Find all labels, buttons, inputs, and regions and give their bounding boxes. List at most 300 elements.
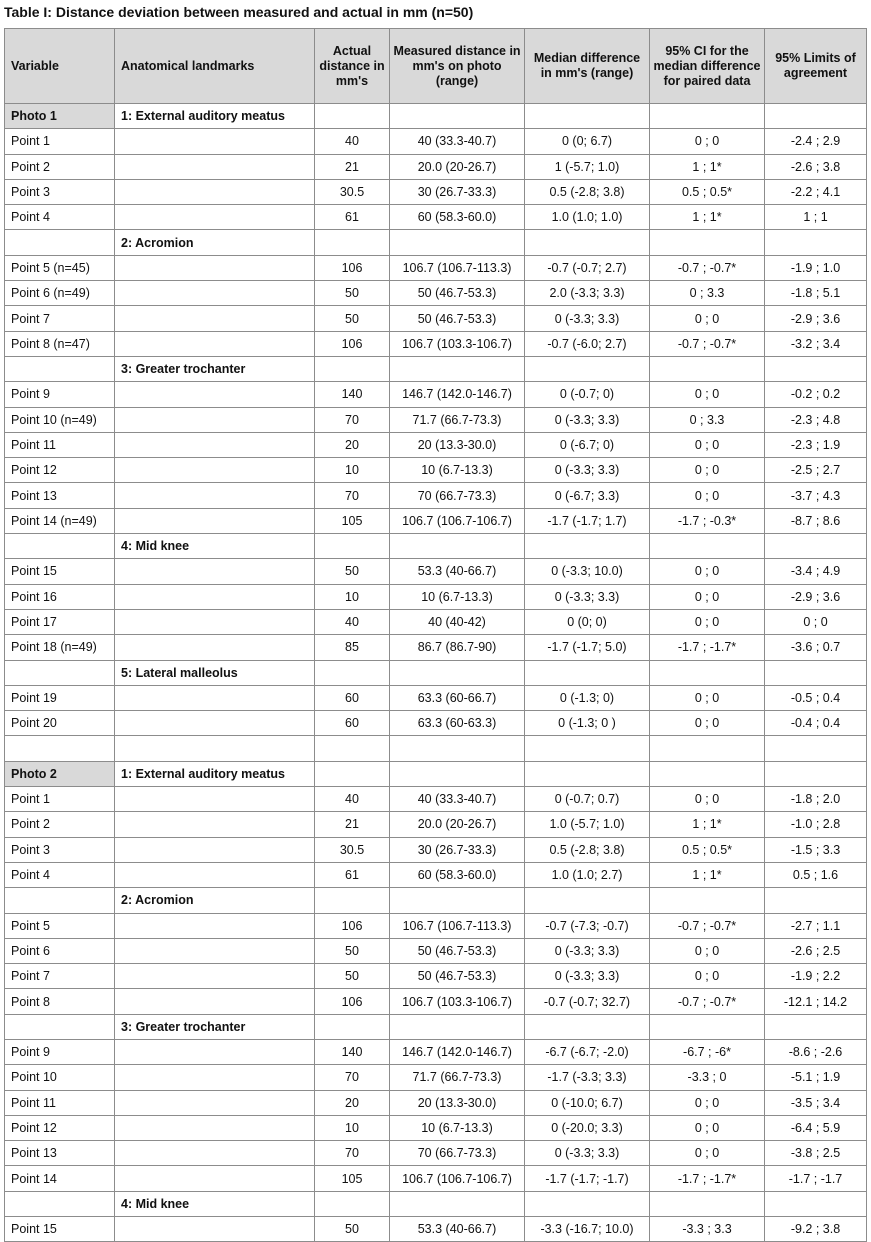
empty-cell	[650, 761, 765, 786]
measured-distance-cell: 40 (33.3-40.7)	[390, 787, 525, 812]
table-body	[5, 104, 867, 1242]
ci-cell: -6.7 ; -6*	[650, 1039, 765, 1064]
actual-distance-cell: 10	[315, 1115, 390, 1140]
table-row	[5, 1115, 867, 1140]
empty-cell	[650, 736, 765, 761]
ci-cell: 0 ; 0	[650, 787, 765, 812]
empty-cell	[315, 761, 390, 786]
median-difference-cell: -1.7 (-1.7; 5.0)	[525, 635, 650, 660]
measured-distance-cell: 50 (46.7-53.3)	[390, 938, 525, 963]
limits-cell: -8.7 ; 8.6	[765, 508, 867, 533]
landmark-cell	[115, 306, 315, 331]
actual-distance-cell: 70	[315, 407, 390, 432]
header-median-difference: Median difference in mm's (range)	[525, 29, 650, 104]
table-row	[5, 458, 867, 483]
variable-cell: Point 8 (n=47)	[5, 331, 115, 356]
variable-cell: Point 3	[5, 179, 115, 204]
limits-cell: -2.9 ; 3.6	[765, 306, 867, 331]
ci-cell: 0 ; 3.3	[650, 281, 765, 306]
table-row	[5, 483, 867, 508]
actual-distance-cell: 30.5	[315, 179, 390, 204]
variable-cell: Point 14	[5, 1166, 115, 1191]
empty-cell	[650, 660, 765, 685]
limits-cell: -2.3 ; 1.9	[765, 432, 867, 457]
variable-cell: Point 9	[5, 382, 115, 407]
variable-cell: Point 17	[5, 609, 115, 634]
variable-cell: Point 5	[5, 913, 115, 938]
landmark-cell	[115, 913, 315, 938]
header-anatomical-landmarks: Anatomical landmarks	[115, 29, 315, 104]
landmark-cell	[115, 635, 315, 660]
limits-cell: -6.4 ; 5.9	[765, 1115, 867, 1140]
group-row	[5, 534, 867, 559]
landmark-label: 2: Acromion	[115, 888, 315, 913]
landmark-label: 4: Mid knee	[115, 534, 315, 559]
variable-cell: Point 3	[5, 837, 115, 862]
limits-cell: -1.9 ; 2.2	[765, 964, 867, 989]
table-row	[5, 711, 867, 736]
median-difference-cell: -0.7 (-7.3; -0.7)	[525, 913, 650, 938]
empty-cell	[315, 230, 390, 255]
limits-cell: -3.8 ; 2.5	[765, 1141, 867, 1166]
ci-cell: 1 ; 1*	[650, 812, 765, 837]
table-row	[5, 1065, 867, 1090]
actual-distance-cell: 70	[315, 483, 390, 508]
variable-cell: Point 4	[5, 205, 115, 230]
landmark-label: 4: Mid knee	[115, 1191, 315, 1216]
landmark-cell	[115, 812, 315, 837]
landmark-cell	[115, 862, 315, 887]
landmark-cell	[115, 1141, 315, 1166]
ci-cell: 1 ; 1*	[650, 154, 765, 179]
limits-cell: -1.5 ; 3.3	[765, 837, 867, 862]
actual-distance-cell: 40	[315, 787, 390, 812]
median-difference-cell: 0 (-6.7; 3.3)	[525, 483, 650, 508]
empty-cell	[390, 356, 525, 381]
actual-distance-cell: 70	[315, 1141, 390, 1166]
table-row	[5, 938, 867, 963]
landmark-cell	[115, 559, 315, 584]
table-row	[5, 635, 867, 660]
actual-distance-cell: 106	[315, 331, 390, 356]
landmark-label: 3: Greater trochanter	[115, 1014, 315, 1039]
measured-distance-cell: 106.7 (103.3-106.7)	[390, 989, 525, 1014]
table-row	[5, 129, 867, 154]
variable-cell: Point 1	[5, 129, 115, 154]
table-row	[5, 1039, 867, 1064]
empty-cell	[525, 534, 650, 559]
landmark-cell	[115, 205, 315, 230]
table-row	[5, 812, 867, 837]
variable-cell: Point 15	[5, 559, 115, 584]
table-row	[5, 1217, 867, 1242]
variable-cell: Point 10	[5, 1065, 115, 1090]
ci-cell: 1 ; 1*	[650, 205, 765, 230]
table-row	[5, 913, 867, 938]
ci-cell: 0 ; 0	[650, 559, 765, 584]
limits-cell: -3.2 ; 3.4	[765, 331, 867, 356]
measured-distance-cell: 20 (13.3-30.0)	[390, 432, 525, 457]
measured-distance-cell: 30 (26.7-33.3)	[390, 837, 525, 862]
median-difference-cell: 0 (0; 6.7)	[525, 129, 650, 154]
header-variable: Variable	[5, 29, 115, 104]
variable-cell: Point 9	[5, 1039, 115, 1064]
landmark-cell	[115, 331, 315, 356]
empty-cell	[650, 888, 765, 913]
measured-distance-cell: 60 (58.3-60.0)	[390, 862, 525, 887]
actual-distance-cell: 50	[315, 306, 390, 331]
median-difference-cell: 0 (-3.3; 3.3)	[525, 306, 650, 331]
limits-cell: -3.4 ; 4.9	[765, 559, 867, 584]
measured-distance-cell: 63.3 (60-66.7)	[390, 685, 525, 710]
landmark-cell	[115, 1039, 315, 1064]
limits-cell: -1.9 ; 1.0	[765, 255, 867, 280]
landmark-cell	[115, 787, 315, 812]
empty-cell	[650, 1191, 765, 1216]
measured-distance-cell: 10 (6.7-13.3)	[390, 458, 525, 483]
median-difference-cell: 1.0 (-5.7; 1.0)	[525, 812, 650, 837]
actual-distance-cell: 106	[315, 913, 390, 938]
limits-cell: -3.6 ; 0.7	[765, 635, 867, 660]
limits-cell: -2.2 ; 4.1	[765, 179, 867, 204]
variable-cell: Point 6	[5, 938, 115, 963]
landmark-cell	[115, 609, 315, 634]
empty-cell	[315, 1014, 390, 1039]
landmark-cell	[115, 685, 315, 710]
header-row	[5, 29, 867, 104]
table-row	[5, 179, 867, 204]
empty-cell	[765, 356, 867, 381]
table-row	[5, 964, 867, 989]
variable-cell: Point 1	[5, 787, 115, 812]
variable-cell: Point 20	[5, 711, 115, 736]
empty-cell	[650, 534, 765, 559]
median-difference-cell: 0 (-3.3; 3.3)	[525, 1141, 650, 1166]
empty-cell	[650, 104, 765, 129]
empty-cell	[525, 888, 650, 913]
median-difference-cell: -0.7 (-0.7; 2.7)	[525, 255, 650, 280]
actual-distance-cell: 140	[315, 382, 390, 407]
table-row	[5, 407, 867, 432]
landmark-label: 1: External auditory meatus	[115, 761, 315, 786]
measured-distance-cell: 71.7 (66.7-73.3)	[390, 407, 525, 432]
group-row	[5, 660, 867, 685]
group-row	[5, 1014, 867, 1039]
median-difference-cell: 0 (-3.3; 3.3)	[525, 458, 650, 483]
measured-distance-cell: 50 (46.7-53.3)	[390, 281, 525, 306]
table-row	[5, 331, 867, 356]
ci-cell: 0 ; 0	[650, 483, 765, 508]
measured-distance-cell: 106.7 (106.7-106.7)	[390, 508, 525, 533]
limits-cell: -2.6 ; 3.8	[765, 154, 867, 179]
median-difference-cell: 0 (-0.7; 0)	[525, 382, 650, 407]
median-difference-cell: 1 (-5.7; 1.0)	[525, 154, 650, 179]
median-difference-cell: -1.7 (-1.7; -1.7)	[525, 1166, 650, 1191]
measured-distance-cell: 40 (40-42)	[390, 609, 525, 634]
measured-distance-cell: 20.0 (20-26.7)	[390, 812, 525, 837]
table-row	[5, 306, 867, 331]
ci-cell: 0 ; 0	[650, 306, 765, 331]
landmark-cell	[115, 1217, 315, 1242]
limits-cell: -0.2 ; 0.2	[765, 382, 867, 407]
median-difference-cell: 0 (-3.3; 3.3)	[525, 938, 650, 963]
measured-distance-cell: 63.3 (60-63.3)	[390, 711, 525, 736]
measured-distance-cell: 10 (6.7-13.3)	[390, 584, 525, 609]
empty-cell	[315, 660, 390, 685]
empty-cell	[390, 1014, 525, 1039]
variable-cell: Point 15	[5, 1217, 115, 1242]
table-row	[5, 1166, 867, 1191]
limits-cell: -2.5 ; 2.7	[765, 458, 867, 483]
ci-cell: -1.7 ; -1.7*	[650, 1166, 765, 1191]
actual-distance-cell: 70	[315, 1065, 390, 1090]
header-limits-of-agreement: 95% Limits of agreement	[765, 29, 867, 104]
empty-cell	[115, 736, 315, 761]
ci-cell: -1.7 ; -0.3*	[650, 508, 765, 533]
table-row	[5, 432, 867, 457]
landmark-cell	[115, 964, 315, 989]
ci-cell: -0.7 ; -0.7*	[650, 331, 765, 356]
empty-cell	[390, 230, 525, 255]
photo-label	[5, 660, 115, 685]
median-difference-cell: 0 (-3.3; 3.3)	[525, 584, 650, 609]
variable-cell: Point 13	[5, 1141, 115, 1166]
table-row	[5, 382, 867, 407]
empty-cell	[765, 1014, 867, 1039]
ci-cell: -0.7 ; -0.7*	[650, 989, 765, 1014]
measured-distance-cell: 106.7 (106.7-106.7)	[390, 1166, 525, 1191]
table-row	[5, 837, 867, 862]
header-measured-distance: Measured distance in mm's on photo (range)	[390, 29, 525, 104]
landmark-label: 1: External auditory meatus	[115, 104, 315, 129]
variable-cell: Point 14 (n=49)	[5, 508, 115, 533]
measured-distance-cell: 53.3 (40-66.7)	[390, 559, 525, 584]
landmark-cell	[115, 407, 315, 432]
landmark-cell	[115, 129, 315, 154]
limits-cell: -3.7 ; 4.3	[765, 483, 867, 508]
table-row	[5, 1090, 867, 1115]
actual-distance-cell: 20	[315, 1090, 390, 1115]
landmark-cell	[115, 382, 315, 407]
empty-cell	[390, 736, 525, 761]
empty-cell	[315, 534, 390, 559]
variable-cell: Point 5 (n=45)	[5, 255, 115, 280]
landmark-cell	[115, 1166, 315, 1191]
variable-cell: Point 7	[5, 964, 115, 989]
ci-cell: 0 ; 0	[650, 584, 765, 609]
median-difference-cell: 0 (-1.3; 0 )	[525, 711, 650, 736]
group-row	[5, 1191, 867, 1216]
variable-cell: Point 4	[5, 862, 115, 887]
actual-distance-cell: 50	[315, 281, 390, 306]
actual-distance-cell: 10	[315, 584, 390, 609]
landmark-cell	[115, 1115, 315, 1140]
measured-distance-cell: 70 (66.7-73.3)	[390, 483, 525, 508]
landmark-cell	[115, 508, 315, 533]
photo-label	[5, 1191, 115, 1216]
empty-cell	[765, 888, 867, 913]
landmark-cell	[115, 1090, 315, 1115]
empty-cell	[390, 534, 525, 559]
limits-cell: -1.8 ; 5.1	[765, 281, 867, 306]
limits-cell: -9.2 ; 3.8	[765, 1217, 867, 1242]
empty-cell	[390, 888, 525, 913]
photo-label	[5, 356, 115, 381]
table-row	[5, 862, 867, 887]
actual-distance-cell: 60	[315, 685, 390, 710]
measured-distance-cell: 70 (66.7-73.3)	[390, 1141, 525, 1166]
ci-cell: 0 ; 0	[650, 382, 765, 407]
spacer-row	[5, 736, 867, 761]
measured-distance-cell: 146.7 (142.0-146.7)	[390, 382, 525, 407]
empty-cell	[390, 1191, 525, 1216]
empty-cell	[315, 1191, 390, 1216]
ci-cell: 0 ; 3.3	[650, 407, 765, 432]
ci-cell: 0 ; 0	[650, 685, 765, 710]
landmark-cell	[115, 711, 315, 736]
limits-cell: 1 ; 1	[765, 205, 867, 230]
empty-cell	[315, 104, 390, 129]
limits-cell: -8.6 ; -2.6	[765, 1039, 867, 1064]
empty-cell	[765, 1191, 867, 1216]
ci-cell: 0 ; 0	[650, 1141, 765, 1166]
measured-distance-cell: 50 (46.7-53.3)	[390, 306, 525, 331]
group-row	[5, 356, 867, 381]
landmark-cell	[115, 281, 315, 306]
median-difference-cell: 0 (-3.3; 10.0)	[525, 559, 650, 584]
measured-distance-cell: 30 (26.7-33.3)	[390, 179, 525, 204]
median-difference-cell: 1.0 (1.0; 2.7)	[525, 862, 650, 887]
landmark-label: 3: Greater trochanter	[115, 356, 315, 381]
group-row	[5, 230, 867, 255]
ci-cell: 0 ; 0	[650, 1090, 765, 1115]
variable-cell: Point 2	[5, 812, 115, 837]
median-difference-cell: -6.7 (-6.7; -2.0)	[525, 1039, 650, 1064]
landmark-label: 5: Lateral malleolus	[115, 660, 315, 685]
empty-cell	[765, 761, 867, 786]
distance-deviation-table	[4, 28, 867, 1242]
actual-distance-cell: 21	[315, 154, 390, 179]
ci-cell: 0 ; 0	[650, 432, 765, 457]
table-row	[5, 255, 867, 280]
group-row	[5, 761, 867, 786]
measured-distance-cell: 40 (33.3-40.7)	[390, 129, 525, 154]
limits-cell: -1.7 ; -1.7	[765, 1166, 867, 1191]
landmark-cell	[115, 938, 315, 963]
ci-cell: 0 ; 0	[650, 129, 765, 154]
variable-cell: Point 2	[5, 154, 115, 179]
empty-cell	[650, 356, 765, 381]
empty-cell	[525, 1014, 650, 1039]
table-row	[5, 787, 867, 812]
limits-cell: -3.5 ; 3.4	[765, 1090, 867, 1115]
measured-distance-cell: 146.7 (142.0-146.7)	[390, 1039, 525, 1064]
ci-cell: -1.7 ; -1.7*	[650, 635, 765, 660]
actual-distance-cell: 60	[315, 711, 390, 736]
table-row	[5, 154, 867, 179]
measured-distance-cell: 60 (58.3-60.0)	[390, 205, 525, 230]
median-difference-cell: 2.0 (-3.3; 3.3)	[525, 281, 650, 306]
empty-cell	[765, 230, 867, 255]
ci-cell: 0 ; 0	[650, 938, 765, 963]
empty-cell	[650, 1014, 765, 1039]
empty-cell	[765, 736, 867, 761]
table-caption: Table I: Distance deviation between measured and actual in mm (n=50)	[4, 4, 474, 20]
empty-cell	[765, 534, 867, 559]
table-row	[5, 508, 867, 533]
empty-cell	[650, 230, 765, 255]
landmark-cell	[115, 255, 315, 280]
median-difference-cell: 0.5 (-2.8; 3.8)	[525, 837, 650, 862]
ci-cell: -3.3 ; 3.3	[650, 1217, 765, 1242]
actual-distance-cell: 21	[315, 812, 390, 837]
limits-cell: -2.7 ; 1.1	[765, 913, 867, 938]
limits-cell: -2.3 ; 4.8	[765, 407, 867, 432]
measured-distance-cell: 106.7 (106.7-113.3)	[390, 255, 525, 280]
median-difference-cell: 0 (-0.7; 0.7)	[525, 787, 650, 812]
limits-cell: 0 ; 0	[765, 609, 867, 634]
actual-distance-cell: 105	[315, 1166, 390, 1191]
median-difference-cell: -0.7 (-0.7; 32.7)	[525, 989, 650, 1014]
variable-cell: Point 11	[5, 1090, 115, 1115]
empty-cell	[765, 104, 867, 129]
variable-cell: Point 6 (n=49)	[5, 281, 115, 306]
empty-cell	[315, 888, 390, 913]
variable-cell: Point 19	[5, 685, 115, 710]
limits-cell: -2.9 ; 3.6	[765, 584, 867, 609]
actual-distance-cell: 10	[315, 458, 390, 483]
measured-distance-cell: 20.0 (20-26.7)	[390, 154, 525, 179]
photo-label	[5, 1014, 115, 1039]
group-row	[5, 104, 867, 129]
landmark-cell	[115, 458, 315, 483]
limits-cell: -1.8 ; 2.0	[765, 787, 867, 812]
landmark-cell	[115, 989, 315, 1014]
measured-distance-cell: 10 (6.7-13.3)	[390, 1115, 525, 1140]
median-difference-cell: 0 (-3.3; 3.3)	[525, 964, 650, 989]
limits-cell: -0.5 ; 0.4	[765, 685, 867, 710]
landmark-cell	[115, 179, 315, 204]
ci-cell: 0 ; 0	[650, 458, 765, 483]
measured-distance-cell: 20 (13.3-30.0)	[390, 1090, 525, 1115]
ci-cell: 0.5 ; 0.5*	[650, 837, 765, 862]
header-actual-distance: Actual distance in mm's	[315, 29, 390, 104]
table-row	[5, 584, 867, 609]
actual-distance-cell: 40	[315, 129, 390, 154]
limits-cell: -12.1 ; 14.2	[765, 989, 867, 1014]
variable-cell: Point 10 (n=49)	[5, 407, 115, 432]
landmark-cell	[115, 1065, 315, 1090]
empty-cell	[525, 230, 650, 255]
median-difference-cell: 0 (-6.7; 0)	[525, 432, 650, 457]
measured-distance-cell: 106.7 (106.7-113.3)	[390, 913, 525, 938]
actual-distance-cell: 106	[315, 255, 390, 280]
limits-cell: -1.0 ; 2.8	[765, 812, 867, 837]
median-difference-cell: 0 (-20.0; 3.3)	[525, 1115, 650, 1140]
landmark-cell	[115, 837, 315, 862]
table-row	[5, 281, 867, 306]
actual-distance-cell: 30.5	[315, 837, 390, 862]
median-difference-cell: -0.7 (-6.0; 2.7)	[525, 331, 650, 356]
landmark-cell	[115, 584, 315, 609]
table-row	[5, 609, 867, 634]
measured-distance-cell: 106.7 (103.3-106.7)	[390, 331, 525, 356]
empty-cell	[525, 761, 650, 786]
actual-distance-cell: 50	[315, 1217, 390, 1242]
photo-label	[5, 534, 115, 559]
median-difference-cell: 0 (-3.3; 3.3)	[525, 407, 650, 432]
landmark-cell	[115, 154, 315, 179]
